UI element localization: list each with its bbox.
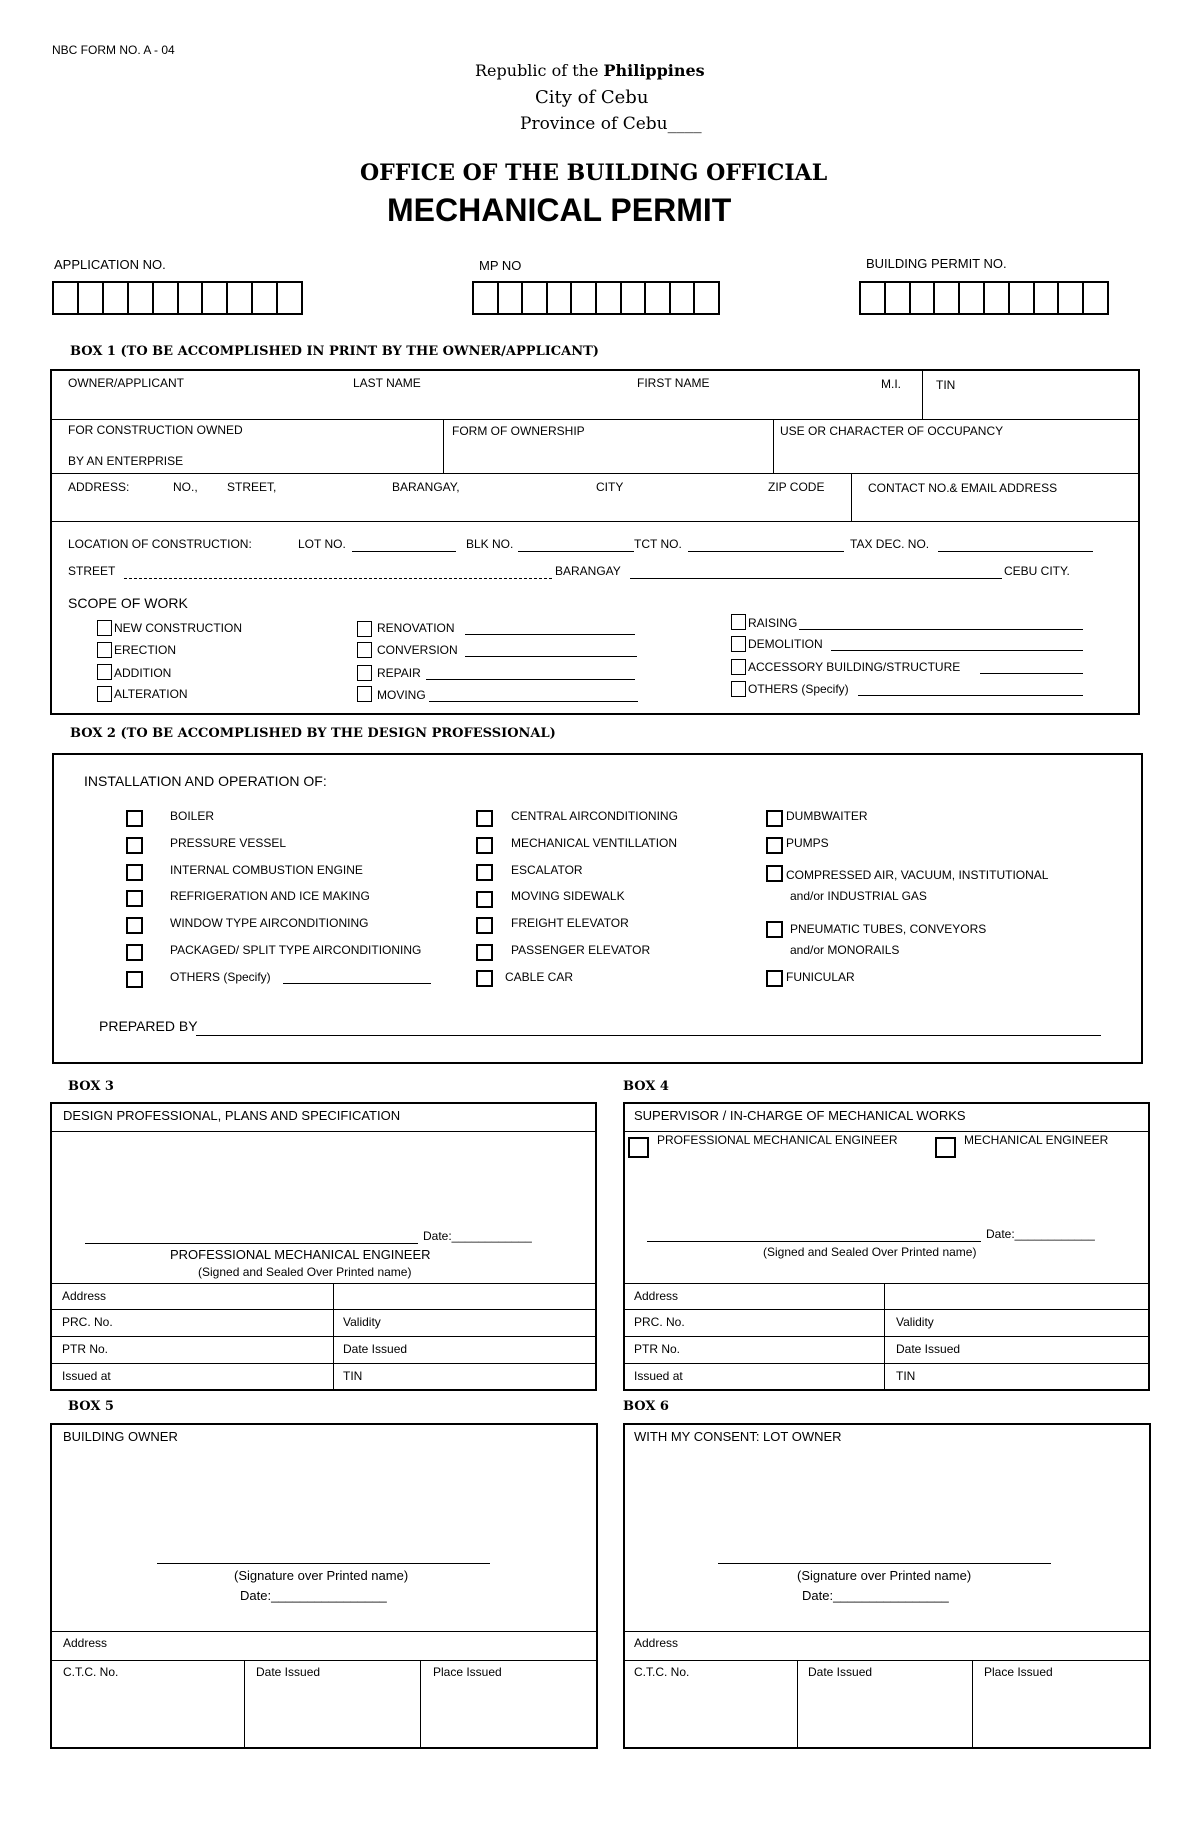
scope-label: REPAIR xyxy=(377,666,421,680)
checkbox-pressure-vessel[interactable] xyxy=(126,837,143,854)
checkbox-passenger-elevator[interactable] xyxy=(476,944,493,961)
zip-code-label: ZIP CODE xyxy=(768,480,825,494)
box5-title: BUILDING OWNER xyxy=(63,1429,178,1444)
box4-signature-line[interactable] xyxy=(647,1241,981,1242)
checkbox-window-aircon[interactable] xyxy=(126,917,143,934)
installation-label: OTHERS (Specify) xyxy=(170,970,271,984)
divider xyxy=(51,1336,596,1337)
renovation-field[interactable] xyxy=(465,634,635,635)
checkbox-pumps[interactable] xyxy=(766,837,783,854)
box6-place-issued: Place Issued xyxy=(984,1665,1053,1679)
form-number: NBC FORM NO. A - 04 xyxy=(52,43,175,57)
divider xyxy=(51,473,1139,474)
checkbox-refrigeration[interactable] xyxy=(126,890,143,907)
box4-option-me: MECHANICAL ENGINEER xyxy=(964,1133,1109,1147)
box4-tin: TIN xyxy=(896,1369,916,1383)
installation-label: PASSENGER ELEVATOR xyxy=(511,943,651,957)
divider xyxy=(333,1283,334,1390)
checkbox-dumbwaiter[interactable] xyxy=(766,810,783,827)
moving-field[interactable] xyxy=(429,701,638,702)
box3-date: Date:____________ xyxy=(423,1229,532,1243)
box3-prc: PRC. No. xyxy=(62,1315,113,1329)
installation-label: FREIGHT ELEVATOR xyxy=(511,916,629,930)
divider xyxy=(51,1660,597,1661)
installation-label: and/or INDUSTRIAL GAS xyxy=(790,889,927,903)
installation-label: INTERNAL COMBUSTION ENGINE xyxy=(170,863,363,877)
conversion-field[interactable] xyxy=(465,656,637,657)
use-occupancy-label: USE OR CHARACTER OF OCCUPANCY xyxy=(780,424,1004,438)
box4-prc: PRC. No. xyxy=(634,1315,685,1329)
tct-no-field[interactable] xyxy=(688,551,844,552)
checkbox-others-installation[interactable] xyxy=(126,971,143,988)
building-permit-no-input[interactable] xyxy=(859,281,1109,315)
prepared-by-field[interactable] xyxy=(196,1035,1101,1036)
box4-heading: BOX 4 xyxy=(623,1079,669,1094)
checkbox-addition[interactable] xyxy=(97,664,112,680)
checkbox-mechanical-engineer[interactable] xyxy=(935,1137,956,1158)
installation-label: PNEUMATIC TUBES, CONVEYORS xyxy=(790,922,987,936)
mp-no-label: MP NO xyxy=(479,258,522,273)
divider xyxy=(624,1283,1149,1284)
divider xyxy=(51,1131,596,1132)
checkbox-repair[interactable] xyxy=(357,665,372,681)
barangay-field[interactable] xyxy=(630,578,1002,579)
address-no-label: NO., xyxy=(173,480,198,494)
installation-label: PACKAGED/ SPLIT TYPE AIRCONDITIONING xyxy=(170,943,422,957)
tax-dec-no-field[interactable] xyxy=(938,551,1093,552)
divider xyxy=(624,1363,1149,1364)
installation-label: CABLE CAR xyxy=(505,970,574,984)
box5-address: Address xyxy=(63,1636,108,1650)
box4-issued-at: Issued at xyxy=(634,1369,683,1383)
divider xyxy=(244,1660,245,1748)
checkbox-freight-elevator[interactable] xyxy=(476,917,493,934)
installation-label: MOVING SIDEWALK xyxy=(511,889,625,903)
scope-label: OTHERS (Specify) xyxy=(748,682,849,696)
box6-date-issued: Date Issued xyxy=(808,1665,873,1679)
installation-label: INSTALLATION AND OPERATION OF: xyxy=(84,773,327,789)
address-street-label: STREET, xyxy=(227,480,277,494)
divider xyxy=(51,419,1139,420)
divider xyxy=(884,1283,885,1390)
installation-label: and/or MONORAILS xyxy=(790,943,900,957)
box4-ptr: PTR No. xyxy=(634,1342,681,1356)
divider xyxy=(624,1336,1149,1337)
checkbox-moving[interactable] xyxy=(357,686,372,702)
installation-label: PUMPS xyxy=(786,836,829,850)
scope-label: MOVING xyxy=(377,688,426,702)
divider xyxy=(51,1309,596,1310)
box6-frame xyxy=(623,1423,1151,1749)
divider xyxy=(624,1131,1149,1132)
checkbox-central-aircon[interactable] xyxy=(476,810,493,827)
mi-label: M.I. xyxy=(881,377,901,391)
checkbox-others-scope[interactable] xyxy=(731,681,746,697)
checkbox-new-construction[interactable] xyxy=(97,620,112,636)
scope-label: RAISING xyxy=(748,616,798,630)
mp-no-input[interactable] xyxy=(472,281,720,315)
box6-ctc: C.T.C. No. xyxy=(634,1665,690,1679)
box5-date: Date:________________ xyxy=(240,1588,387,1603)
installation-label: REFRIGERATION AND ICE MAKING xyxy=(170,889,370,903)
scope-label: ACCESSORY BUILDING/STRUCTURE xyxy=(748,660,961,674)
checkbox-accessory-building[interactable] xyxy=(731,659,746,675)
divider xyxy=(624,1660,1150,1661)
box6-date: Date:________________ xyxy=(802,1588,949,1603)
checkbox-mechanical-ventillation[interactable] xyxy=(476,837,493,854)
scope-label: RENOVATION xyxy=(377,621,455,635)
checkbox-escalator[interactable] xyxy=(476,864,493,881)
accessory-field[interactable] xyxy=(980,673,1083,674)
box4-validity: Validity xyxy=(896,1315,934,1329)
box6-heading: BOX 6 xyxy=(623,1399,669,1414)
street-field[interactable] xyxy=(124,578,552,579)
demolition-field[interactable] xyxy=(831,650,1083,651)
box6-signature-line[interactable] xyxy=(718,1563,1051,1564)
box5-heading: BOX 5 xyxy=(68,1399,114,1414)
box4-signed-sealed: (Signed and Sealed Over Printed name) xyxy=(763,1245,977,1259)
address-label: ADDRESS: xyxy=(68,480,130,494)
others-installation-field[interactable] xyxy=(283,983,431,984)
checkbox-internal-combustion[interactable] xyxy=(126,864,143,881)
divider xyxy=(420,1660,421,1748)
scope-label: ALTERATION xyxy=(114,687,188,701)
installation-label: PRESSURE VESSEL xyxy=(170,836,287,850)
checkbox-professional-mechanical-engineer[interactable] xyxy=(628,1137,649,1158)
installation-label: WINDOW TYPE AIRCONDITIONING xyxy=(170,916,369,930)
installation-label: ESCALATOR xyxy=(511,863,583,877)
blk-no-label: BLK NO. xyxy=(466,537,514,551)
box3-heading: BOX 3 xyxy=(68,1079,114,1094)
divider xyxy=(443,419,444,473)
box3-ptr: PTR No. xyxy=(62,1342,109,1356)
box6-signature-caption: (Signature over Printed name) xyxy=(797,1568,972,1583)
box4-option-pme: PROFESSIONAL MECHANICAL ENGINEER xyxy=(657,1133,898,1147)
checkbox-renovation[interactable] xyxy=(357,621,372,637)
checkbox-pneumatic-tubes[interactable] xyxy=(766,921,783,938)
divider xyxy=(851,473,852,521)
box1-heading: BOX 1 (TO BE ACCOMPLISHED IN PRINT BY THE OWNER/APPLICANT) xyxy=(70,344,599,359)
checkbox-moving-sidewalk[interactable] xyxy=(476,891,493,908)
republic-line: Republic of the Philippines xyxy=(475,61,705,80)
barangay-label: BARANGAY xyxy=(555,564,621,578)
scope-of-work-label: SCOPE OF WORK xyxy=(68,595,188,611)
box5-frame xyxy=(50,1423,598,1749)
application-no-input[interactable] xyxy=(52,281,303,315)
street-label: STREET xyxy=(68,564,116,578)
last-name-label: LAST NAME xyxy=(353,376,421,390)
tct-no-label: TCT NO. xyxy=(634,537,682,551)
form-of-ownership-label: FORM OF OWNERSHIP xyxy=(452,424,585,438)
office-title: OFFICE OF THE BUILDING OFFICIAL xyxy=(360,160,828,186)
lot-no-label: LOT NO. xyxy=(298,537,346,551)
address-barangay-label: BARANGAY, xyxy=(392,480,460,494)
box5-date-issued: Date Issued xyxy=(256,1665,321,1679)
raising-field[interactable] xyxy=(799,629,1083,630)
checkbox-cable-car[interactable] xyxy=(476,970,493,987)
installation-label: DUMBWAITER xyxy=(786,809,868,823)
box3-address: Address xyxy=(62,1289,107,1303)
building-permit-no-label: BUILDING PERMIT NO. xyxy=(866,256,1007,271)
box3-signature-line[interactable] xyxy=(85,1243,418,1244)
installation-label: BOILER xyxy=(170,809,215,823)
checkbox-split-aircon[interactable] xyxy=(126,944,143,961)
box3-issued-at: Issued at xyxy=(62,1369,111,1383)
divider xyxy=(922,370,923,419)
box3-title: DESIGN PROFESSIONAL, PLANS AND SPECIFICATION xyxy=(63,1108,401,1123)
box4-title: SUPERVISOR / IN-CHARGE OF MECHANICAL WORKS xyxy=(634,1108,966,1123)
lot-no-field[interactable] xyxy=(352,551,456,552)
box5-ctc: C.T.C. No. xyxy=(63,1665,119,1679)
checkbox-funicular[interactable] xyxy=(766,970,783,987)
province-line: Province of Cebu____ xyxy=(520,114,702,134)
installation-label: FUNICULAR xyxy=(786,970,855,984)
divider xyxy=(624,1631,1150,1632)
box4-date: Date:____________ xyxy=(986,1227,1095,1241)
installation-label: COMPRESSED AIR, VACUUM, INSTITUTIONAL xyxy=(786,868,1049,882)
for-construction-label: FOR CONSTRUCTION OWNED xyxy=(68,423,243,437)
divider xyxy=(51,1363,596,1364)
repair-field[interactable] xyxy=(426,679,635,680)
box6-address: Address xyxy=(634,1636,679,1650)
first-name-label: FIRST NAME xyxy=(637,376,710,390)
checkbox-compressed-air[interactable] xyxy=(766,865,783,882)
application-no-label: APPLICATION NO. xyxy=(54,257,166,272)
divider xyxy=(51,1283,596,1284)
scope-label: ADDITION xyxy=(114,666,172,680)
box3-date-issued: Date Issued xyxy=(343,1342,408,1356)
checkbox-boiler[interactable] xyxy=(126,810,143,827)
divider xyxy=(51,1631,597,1632)
others-scope-field[interactable] xyxy=(858,695,1083,696)
city-line: City of Cebu xyxy=(535,87,649,108)
blk-no-field[interactable] xyxy=(518,551,634,552)
owner-applicant-label: OWNER/APPLICANT xyxy=(68,376,185,390)
checkbox-demolition[interactable] xyxy=(731,636,746,652)
divider xyxy=(972,1660,973,1748)
contact-label: CONTACT NO.& EMAIL ADDRESS xyxy=(868,481,1058,495)
scope-label: CONVERSION xyxy=(377,643,458,657)
scope-label: NEW CONSTRUCTION xyxy=(114,621,242,635)
cebu-city-label: CEBU CITY. xyxy=(1004,564,1070,578)
checkbox-alteration[interactable] xyxy=(97,686,112,702)
box5-place-issued: Place Issued xyxy=(433,1665,502,1679)
checkbox-raising[interactable] xyxy=(731,614,746,630)
scope-label: ERECTION xyxy=(114,643,177,657)
box3-validity: Validity xyxy=(343,1315,381,1329)
divider xyxy=(624,1309,1149,1310)
page-title: MECHANICAL PERMIT xyxy=(387,192,732,228)
box6-title: WITH MY CONSENT: LOT OWNER xyxy=(634,1429,842,1444)
address-city-label: CITY xyxy=(596,480,624,494)
checkbox-erection[interactable] xyxy=(97,642,112,658)
tax-dec-no-label: TAX DEC. NO. xyxy=(850,537,930,551)
enterprise-label: BY AN ENTERPRISE xyxy=(68,454,184,468)
box3-tin: TIN xyxy=(343,1369,363,1383)
box2-frame xyxy=(52,753,1143,1064)
divider xyxy=(51,521,1139,522)
box3-signed-sealed: (Signed and Sealed Over Printed name) xyxy=(198,1265,412,1279)
box4-address: Address xyxy=(634,1289,679,1303)
installation-label: CENTRAL AIRCONDITIONING xyxy=(511,809,678,823)
tin-label: TIN xyxy=(936,378,956,392)
divider xyxy=(797,1660,798,1748)
installation-label: MECHANICAL VENTILLATION xyxy=(511,836,678,850)
box2-heading: BOX 2 (TO BE ACCOMPLISHED BY THE DESIGN PROFESSIONAL) xyxy=(70,726,556,741)
box5-signature-caption: (Signature over Printed name) xyxy=(234,1568,409,1583)
prepared-by-label: PREPARED BY xyxy=(99,1018,198,1034)
divider xyxy=(773,419,774,473)
box4-date-issued: Date Issued xyxy=(896,1342,961,1356)
box5-signature-line[interactable] xyxy=(157,1563,490,1564)
scope-label: DEMOLITION xyxy=(748,637,823,651)
location-label: LOCATION OF CONSTRUCTION: xyxy=(68,537,252,551)
box3-signer: PROFESSIONAL MECHANICAL ENGINEER xyxy=(170,1247,431,1262)
checkbox-conversion[interactable] xyxy=(357,642,372,658)
